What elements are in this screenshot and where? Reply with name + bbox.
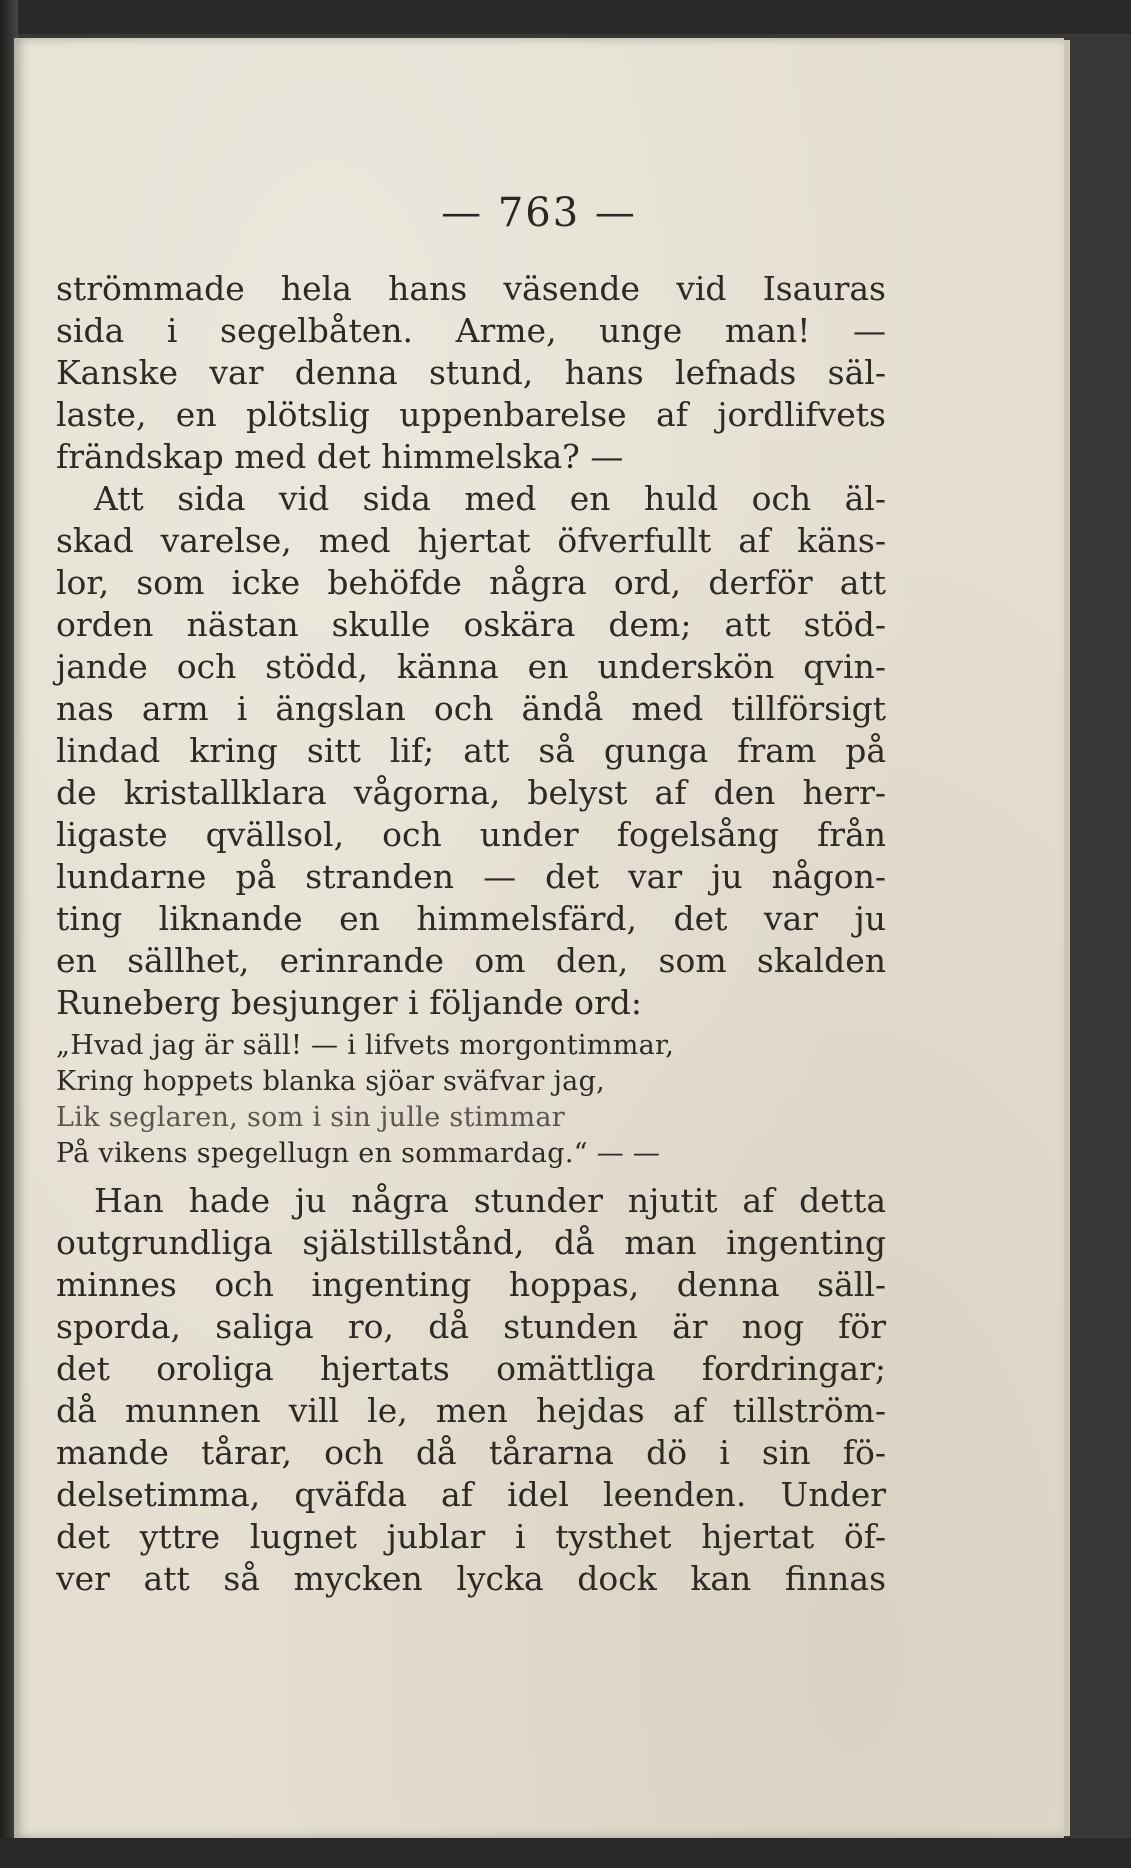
text-line: sida i segelbåten. Arme, unge man! — — [56, 311, 886, 350]
page-edge — [1064, 40, 1070, 1836]
text-line: minnes och ingenting hoppas, denna säll- — [56, 1265, 886, 1304]
verse-line: Kring hoppets blanka sjöar sväfvar jag, — [56, 1066, 606, 1097]
page-number-header: — 763 — — [441, 190, 637, 236]
text-line: det yttre lugnet jublar i tysthet hjertat öf- — [56, 1517, 886, 1556]
text-line: de kristallklara vågorna, belyst af den herr- — [56, 773, 886, 812]
text-line: frändskap med det himmelska? — — [56, 437, 624, 476]
verse-line: Lik seglaren, som i sin julle stimmar — [56, 1102, 566, 1133]
text-line: mande tårar, och då tårarna dö i sin fö- — [56, 1433, 886, 1472]
text-line: Att sida vid sida med en huld och äl- — [94, 479, 886, 518]
text-line: ligaste qvällsol, och under fogelsång från — [56, 815, 886, 854]
verse-line: „Hvad jag är säll! — i lifvets morgontimmar, — [56, 1030, 675, 1061]
text-line: då munnen vill le, men hejdas af tillström- — [56, 1391, 886, 1430]
text-line: orden nästan skulle oskära dem; att stöd- — [56, 605, 886, 644]
text-line: lundarne på stranden — det var ju någon- — [56, 857, 886, 896]
book-page — [14, 38, 1064, 1838]
text-line: lindad kring sitt lif; att så gunga fram på — [56, 731, 886, 770]
text-line: outgrundliga själstillstånd, då man ingenting — [56, 1223, 886, 1262]
text-line: jande och stödd, känna en underskön qvin- — [56, 647, 886, 686]
text-line: Han hade ju några stunder njutit af detta — [94, 1181, 886, 1220]
verse-line: På vikens spegellugn en sommardag.“ — — — [56, 1138, 661, 1169]
text-line: Runeberg besjunger i följande ord: — [56, 983, 643, 1022]
text-line: strömmade hela hans väsende vid Isauras — [56, 269, 886, 308]
text-line: ver att så mycken lycka dock kan finnas — [56, 1559, 886, 1598]
text-line: laste, en plötslig uppenbarelse af jordlifvets — [56, 395, 886, 434]
text-line: det oroliga hjertats omättliga fordringar; — [56, 1349, 886, 1388]
body-text — [56, 268, 886, 1600]
text-line: ting liknande en himmelsfärd, det var ju — [56, 899, 886, 938]
scan-border-top — [0, 0, 1131, 34]
text-line: lor, som icke behöfde några ord, derför att — [56, 563, 886, 602]
scan-border-bottom — [0, 1838, 1131, 1868]
text-line: nas arm i ängslan och ändå med tillförsigt — [56, 689, 886, 728]
text-line: delsetimma, qväfda af idel leenden. Under — [56, 1475, 886, 1514]
text-line: sporda, saliga ro, då stunden är nog för — [56, 1307, 886, 1346]
text-line: skad varelse, med hjertat öfverfullt af käns- — [56, 521, 886, 560]
text-line: Kanske var denna stund, hans lefnads säl- — [56, 353, 886, 392]
text-line: en sällhet, erinrande om den, som skalden — [56, 941, 886, 980]
